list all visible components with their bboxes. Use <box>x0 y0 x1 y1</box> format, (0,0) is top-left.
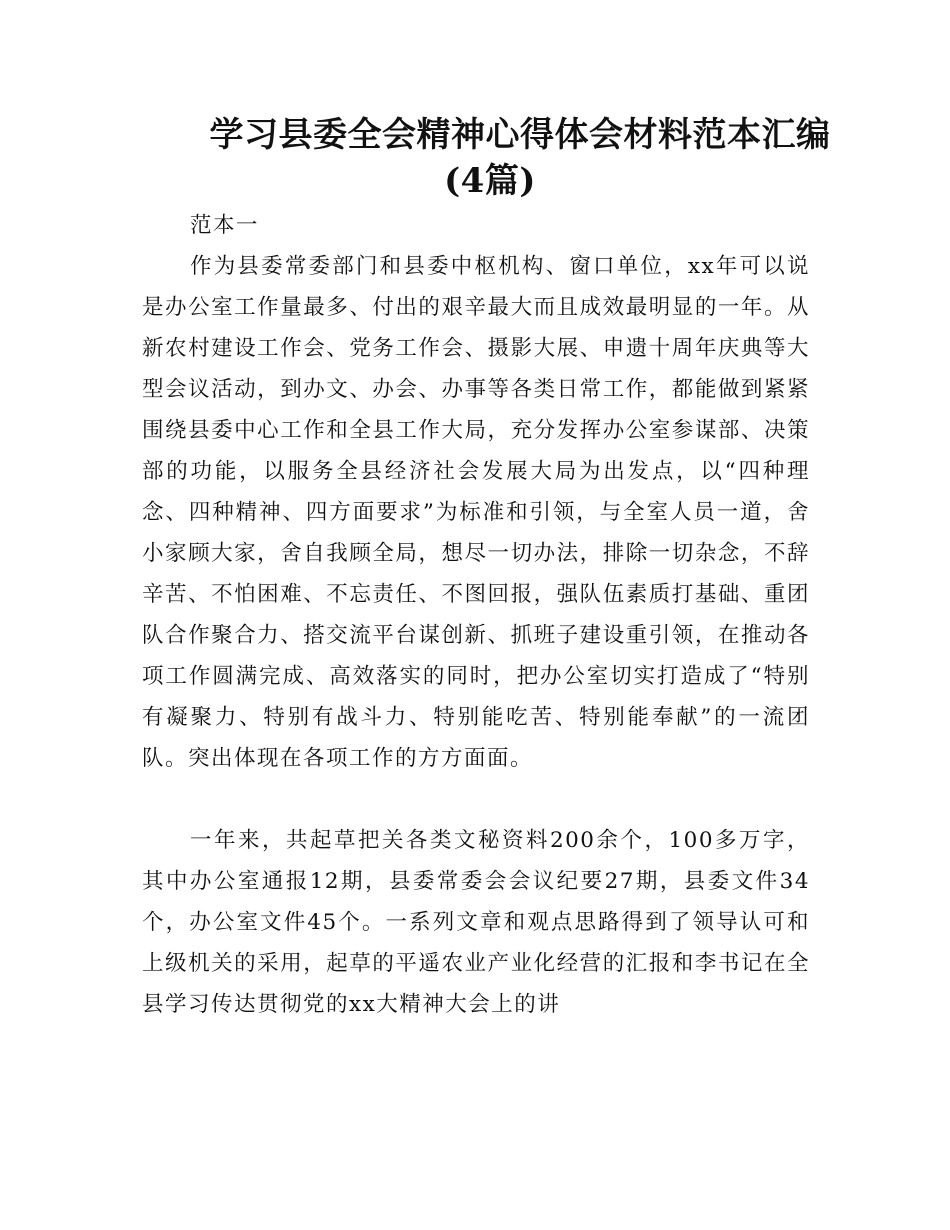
document-body <box>142 205 810 1025</box>
paragraph-spacer <box>142 779 810 820</box>
paragraph-2: 一年来，共起草把关各类文秘资料200余个，100多万字，其中办公室通报12期，县委常委会会议纪要27期，县委文件34个，办公室文件45个。一系列文章和观点思路得到了领导认可和上级机关的采用，起草的平遥农业产业化经营的汇报和李书记在全县学习传达贯彻党的xx大精神大会上的讲 <box>142 828 810 1017</box>
paragraph-1: 作为县委常委部门和县委中枢机构、窗口单位，xx年可以说是办公室工作量最多、付出的艰辛最大而且成效最明显的一年。从新农村建设工作会、党务工作会、摄影大展、申遗十周年庆典等大型会议活动，到办文、办会、办事等各类日常工作，都能做到紧紧围绕县委中心工作和全县工作大局，充分发挥办公室参谋部、决策部的功能，以服务全县经济社会发展大局为出发点，以“四种理念、四种精神、四方面要求”为标准和引领，与全室人员一道，舍小家顾大家，舍自我顾全局，想尽一切办法，排除一切杂念，不辞辛苦、不怕困难、不忘责任、不图回报，强队伍素质打基础、重团队合作聚合力、搭交流平台谋创新、抓班子建设重引领，在推动各项工作圆满完成、高效落实的同时，把办公室切实打造成了“特别有凝聚力、特别有战斗力、特别能吃苦、特别能奉献”的一流团队。突出体现在各项工作的方方面面。 <box>142 254 810 771</box>
document-title <box>140 112 840 204</box>
title-line-1: 学习县委全会精神心得体会材料范本汇编 <box>209 115 831 155</box>
title-line-2: (4篇) <box>444 161 536 201</box>
section-heading: 范本一 <box>190 213 260 238</box>
